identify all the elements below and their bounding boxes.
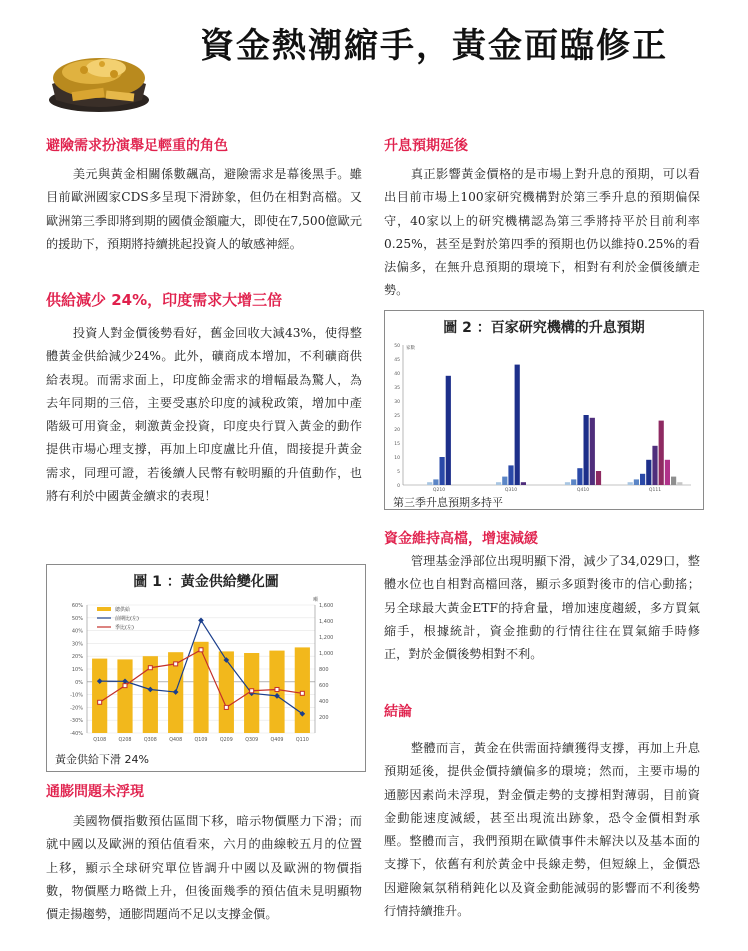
series-point [224, 705, 228, 709]
expectation-bar [508, 465, 513, 485]
y-tick-label: 45 [394, 358, 400, 363]
x-tick-label: Q408 [169, 738, 183, 743]
y-left-tick-label: 30% [71, 641, 83, 648]
y-tick-label: 5 [397, 470, 400, 475]
page-title: 資金熱潮縮手，黃金面臨修正 [200, 26, 668, 66]
expectation-bar [515, 365, 520, 485]
legend-label: 前期比(左) [115, 616, 139, 622]
expectation-bar [433, 479, 438, 485]
y-right-tick-label: 1,000 [319, 651, 334, 657]
expectation-bar [646, 460, 651, 485]
paragraph-safe-haven: 美元與黃金相關係數飆高，避險需求是幕後黑手。雖目前歐洲國家CDS多呈現下滑跡象，但仍在相對高檔。又歐洲第三季即將到期的國債金額龐大，即使在7,500億歐元的援助下，預期將持續挑起投資人的敏感神經。 [46, 167, 362, 251]
expectation-bar [659, 421, 664, 485]
chart-title: 圖 1 ：黃金供給變化圖 [133, 574, 279, 590]
x-tick-label: Q410 [576, 488, 590, 493]
x-tick-label: Q210 [432, 488, 446, 493]
y-tick-label: 15 [394, 442, 400, 447]
x-tick-label: Q109 [194, 738, 208, 743]
y-left-tick-label: -20% [70, 705, 83, 712]
expectation-bar [590, 418, 595, 485]
y-left-tick-label: 20% [71, 654, 83, 661]
y-tick-label: 40 [394, 372, 400, 377]
y-right-tick-label: 200 [319, 715, 329, 721]
paragraph-funds: 管理基金淨部位出現明顯下滑，減少了34,029口，整體水位也自相對高檔回落，顯示多頭對後市的信心動搖；另全球最大黃金ETF的持倉量，增加速度趨緩，多方買氣縮手，根據統計，資金推動的行情往往在買氣縮手時修正，對於金價後勢相對不利。 [384, 554, 700, 662]
y-left-tick-label: 50% [71, 615, 83, 622]
section-title-rate-hike: 升息預期延後 [384, 138, 468, 154]
x-tick-label: Q208 [118, 738, 132, 743]
y-left-tick-label: -40% [70, 731, 83, 737]
expectation-bar [628, 482, 633, 485]
expectation-bar [665, 460, 670, 485]
supply-bar [193, 642, 208, 733]
legend-label: 總供給 [115, 607, 131, 613]
x-tick-label: Q409 [270, 738, 284, 743]
expectation-bar [671, 477, 676, 485]
expectation-bar [521, 482, 526, 485]
series-point [275, 687, 279, 691]
x-tick-label: Q310 [504, 488, 518, 493]
expectation-bar [652, 446, 657, 485]
y-tick-label: 20 [394, 428, 400, 433]
chart-title: 圖 2 ：百家研究機構的升息預期 [443, 320, 645, 336]
y-right-tick-label: 400 [319, 699, 329, 705]
supply-chart-plot [47, 591, 365, 751]
y-left-tick-label: 0% [75, 679, 83, 686]
y-left-tick-label: -10% [70, 692, 83, 699]
x-tick-label: Q111 [648, 488, 662, 493]
expectation-bar [634, 479, 639, 485]
expectation-bar [502, 477, 507, 485]
paragraph-rate-hike: 真正影響黃金價格的是市場上對升息的預期，可以看出目前市場上100家研究機構對於第三季升息的預期偏保守，40家以上的研究機構認為第三季將持平於目前利率0.25%，甚至是對於第四季的預期也仍以維持0.25%的看法偏多，在無升息預期的環境下，相對有利於金價後續走勢。 [384, 167, 700, 298]
chart-caption: 黃金供給下滑 24% [55, 753, 149, 766]
y-right-tick-label: 800 [319, 667, 329, 673]
section-title-safe-haven: 避險需求扮演舉足輕重的角色 [46, 138, 228, 154]
y-tick-label: 50 [394, 344, 400, 349]
y-right-tick-label: 600 [319, 683, 329, 689]
gold-supply-chart [46, 564, 366, 772]
series-point [148, 666, 152, 670]
x-tick-label: Q110 [295, 738, 309, 743]
expectation-bar [596, 471, 601, 485]
series-point [174, 662, 178, 666]
supply-bar [117, 659, 132, 733]
y-right-tick-label: 1,400 [319, 619, 334, 625]
expectation-bar [677, 482, 682, 485]
y-right-unit: 噸 [313, 597, 319, 603]
section-title-funds: 資金維持高檔，增速減緩 [384, 531, 538, 547]
expectation-bar [565, 482, 570, 485]
y-left-tick-label: 10% [71, 667, 83, 673]
y-tick-label: 10 [394, 456, 400, 461]
supply-bar [295, 647, 310, 733]
y-left-tick-label: -30% [70, 718, 83, 725]
section-title-supply: 供給減少 24%，印度需求大增三倍 [46, 291, 283, 309]
expectation-bar [496, 482, 501, 485]
section-title-conclusion: 結論 [384, 704, 412, 720]
rate-chart-plot [385, 339, 703, 495]
series-point [123, 684, 127, 688]
section-title-inflation: 通膨問題未浮現 [46, 784, 144, 800]
expectation-bar [571, 479, 576, 485]
expectation-bar [577, 468, 582, 485]
y-left-tick-label: 40% [71, 628, 83, 635]
y-axis-label: 家數 [406, 346, 415, 351]
y-tick-label: 25 [394, 414, 400, 419]
y-left-tick-label: 60% [71, 603, 83, 609]
rate-expectation-chart [384, 310, 704, 510]
series-point [300, 691, 304, 695]
chart-caption: 第三季升息預期多持平 [393, 496, 503, 509]
x-tick-label: Q309 [245, 738, 259, 743]
paragraph-supply: 投資人對金價後勢看好，舊金回收大減43%，使得整體黃金供給減少24%。此外，礦商成本增加，不利礦商供給表現。而需求面上，印度飾金需求的增幅最為驚人，為去年同期的三倍，主要受惠於印度的減稅政策，增加中產階級可用資金，刺激黃金投資，印度央行買入黃金的動作提供市場心理支撐，再加上印度盧比升值，間接提升黃金需求，同理可證，若後續人民幣有較明顯的升值動作，也將有利於中國黃金續求的表現！ [46, 326, 362, 504]
expectation-bar [427, 482, 432, 485]
y-tick-label: 35 [394, 386, 400, 391]
series-point [198, 618, 204, 624]
supply-bar [92, 659, 107, 733]
expectation-bar [640, 474, 645, 485]
paragraph-conclusion: 整體而言，黃金在供需面持續獲得支撐，再加上升息預期延後，提供金價持續偏多的環境；然而，主要市場的通膨因素尚未浮現，對金價走勢的支撐相對薄弱，目前資金動能速度減緩，甚至出現流出跡象，恐令金價相對承壓。整體而言，我們預期在歐債事件未解決以及基本面的支撐下，依舊有利於黃金中長線走勢，但短線上，金價恐因避險氣氛稍稍鈍化以及資金動能減弱的影響而不利後勢行情持續推升。 [384, 741, 700, 919]
y-tick-label: 0 [397, 484, 400, 489]
x-tick-label: Q209 [219, 738, 233, 743]
y-tick-label: 30 [394, 400, 400, 405]
expectation-bar [584, 415, 589, 485]
paragraph-inflation: 美國物價指數預估區間下移，暗示物價壓力下滑；而就中國以及歐洲的預估值看來，六月的曲線較五月的位置上移，顯示全球研究單位皆調升中國以及歐洲的物價指數，物價壓力略微上升，但後面幾季的預估值未見明顯物價走揚趨勢，通膨問題尚不足以支撐金價。 [46, 814, 362, 922]
supply-bar [219, 651, 234, 733]
legend-swatch [97, 607, 111, 611]
y-right-tick-label: 1,200 [319, 635, 334, 641]
legend-label: 季比(左) [115, 625, 134, 631]
series-point [199, 648, 203, 652]
series-point [98, 700, 102, 704]
expectation-bar [440, 457, 445, 485]
gold-coins-image [44, 26, 154, 114]
x-tick-label: Q108 [93, 738, 107, 743]
expectation-bar [446, 376, 451, 485]
x-tick-label: Q308 [143, 738, 157, 743]
series-point [250, 689, 254, 693]
y-right-tick-label: 1,600 [319, 603, 334, 609]
